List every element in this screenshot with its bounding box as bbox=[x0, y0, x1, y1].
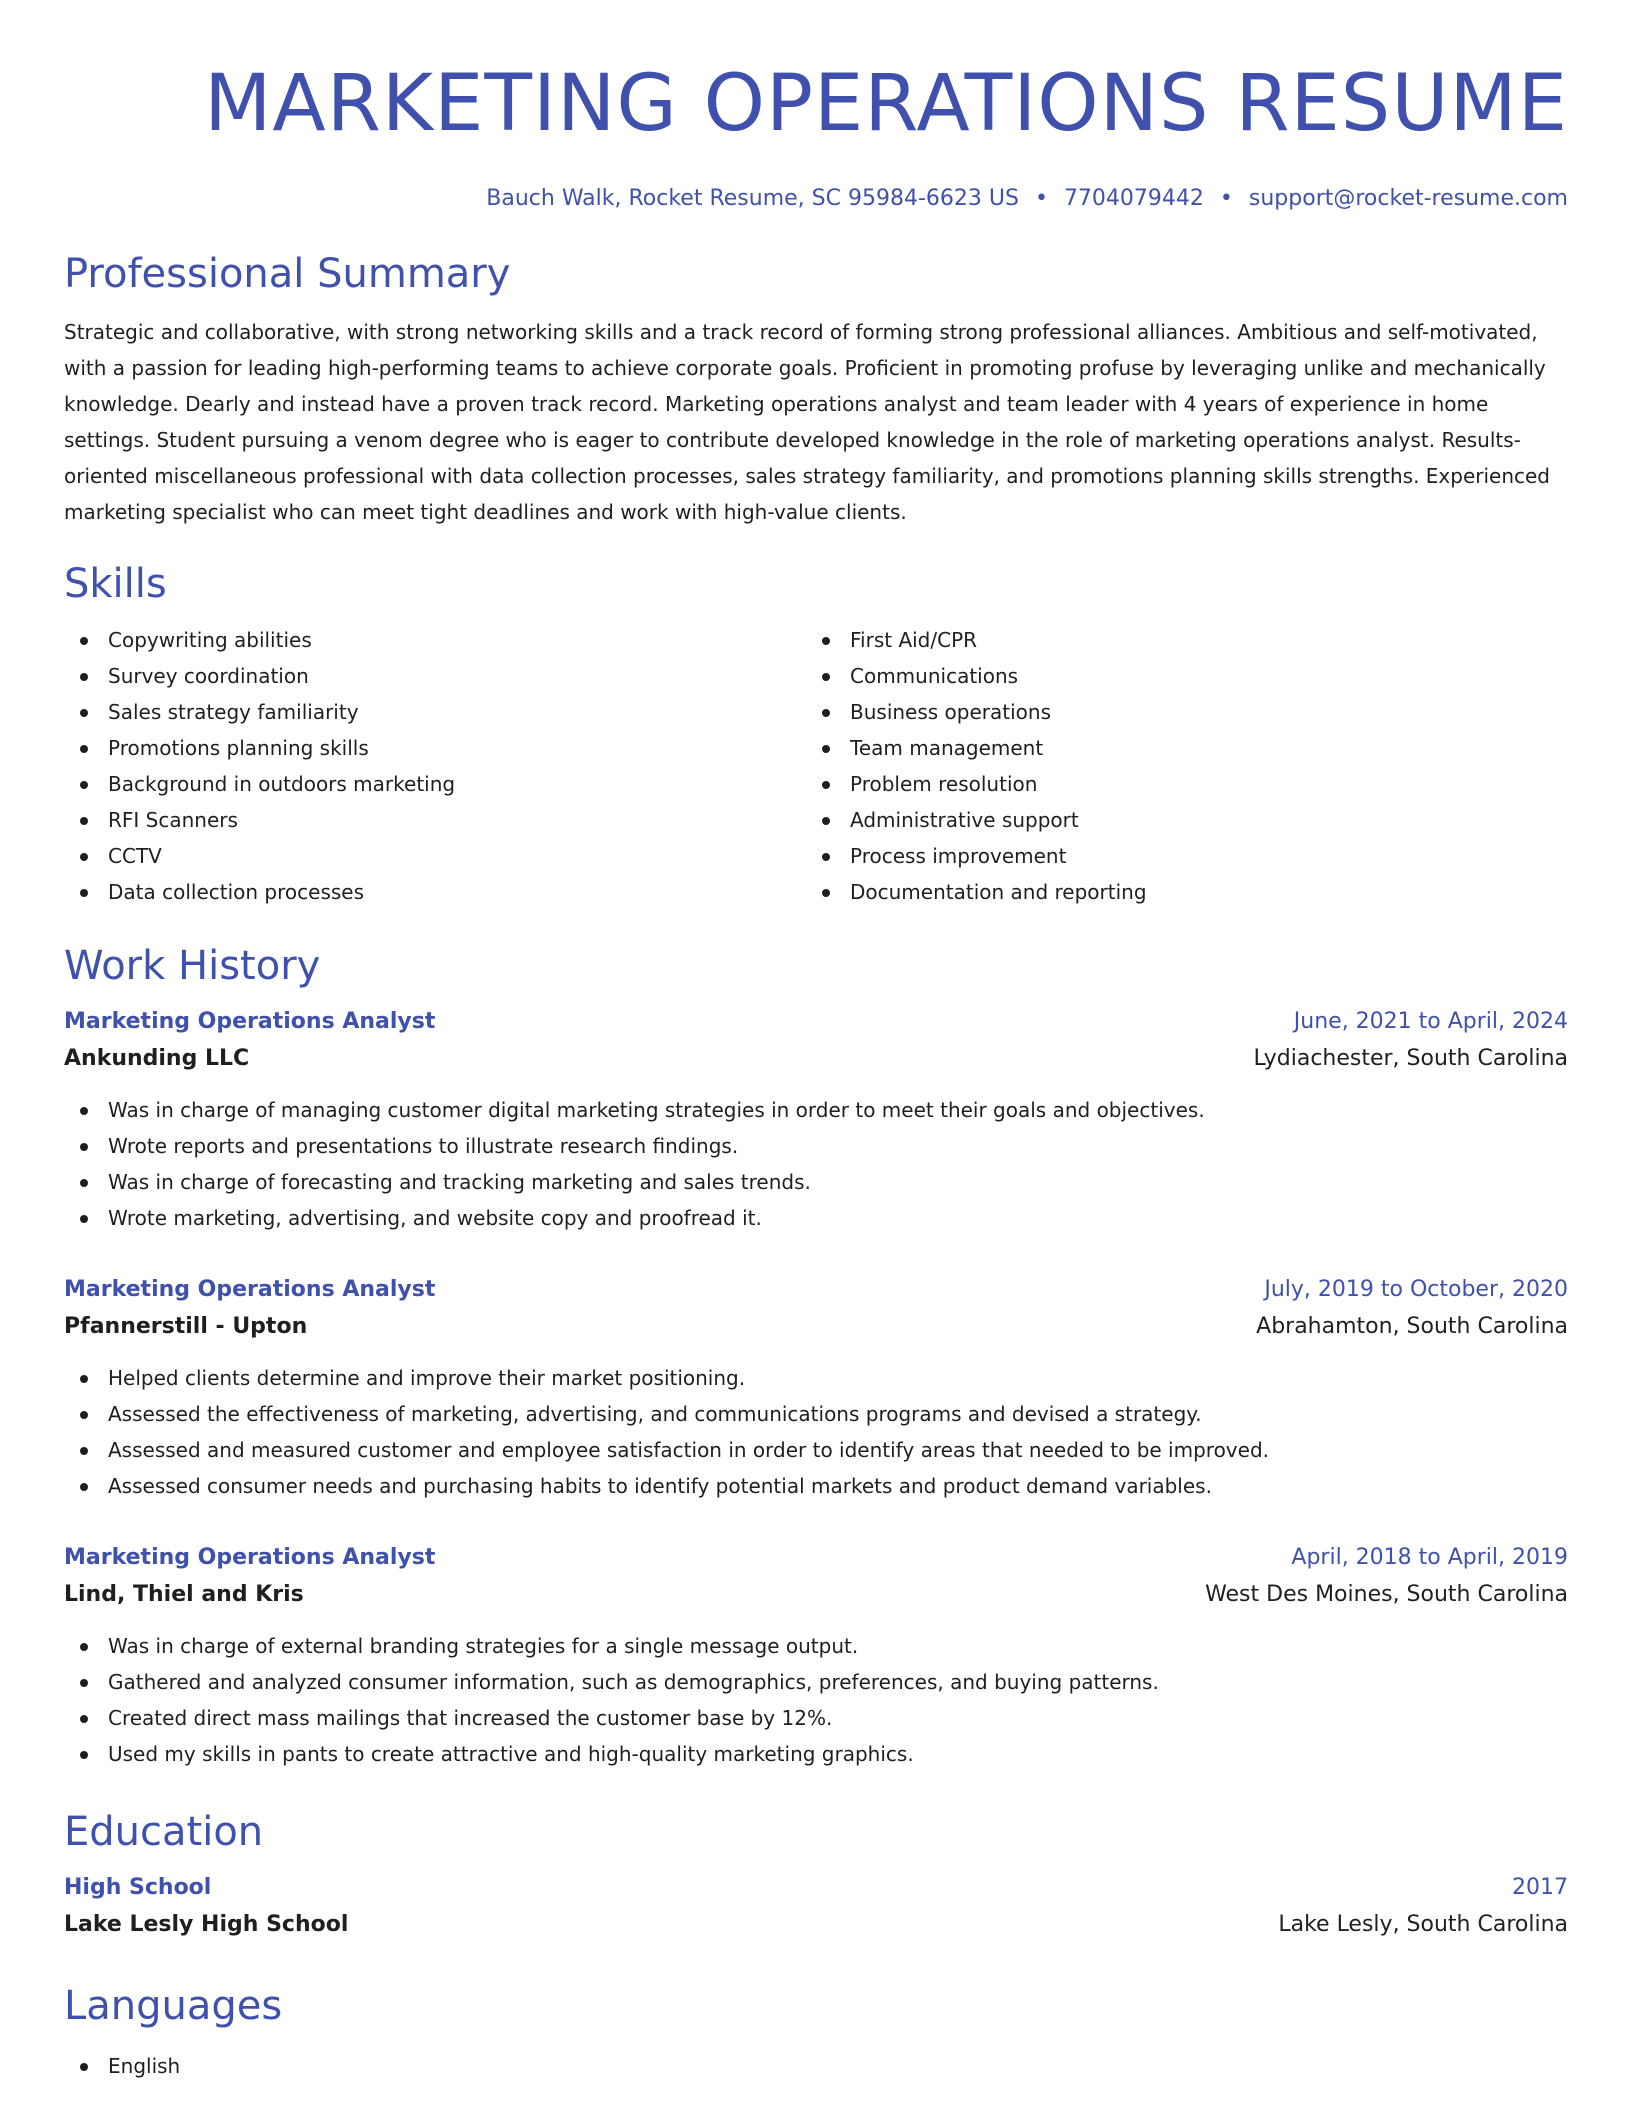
education-year: 2017 bbox=[1512, 1875, 1568, 1900]
job-company: Lind, Thiel and Kris bbox=[64, 1582, 304, 1607]
work-history-heading: Work History bbox=[64, 943, 321, 989]
education-school: Lake Lesly High School bbox=[64, 1912, 349, 1937]
job-bullets bbox=[64, 1360, 1568, 1504]
education-entry bbox=[64, 1870, 1568, 1944]
job-entry bbox=[64, 1540, 1568, 1772]
job-entry bbox=[64, 1272, 1568, 1504]
skills-column-left bbox=[64, 622, 806, 910]
skill-item: Administrative support bbox=[806, 802, 1548, 838]
job-bullet: Was in charge of external branding strategies for a single message output. bbox=[64, 1628, 1568, 1664]
job-bullet: Used my skills in pants to create attractive and high-quality marketing graphics. bbox=[64, 1736, 1568, 1772]
contact-separator: • bbox=[1034, 186, 1048, 211]
job-bullet: Assessed and measured customer and employee satisfaction in order to identify areas that needed to be improved. bbox=[64, 1432, 1568, 1468]
job-company: Ankunding LLC bbox=[64, 1046, 250, 1071]
job-title: Marketing Operations Analyst bbox=[64, 1545, 436, 1570]
education-header-row bbox=[64, 1870, 1568, 1906]
skill-item: Copywriting abilities bbox=[64, 622, 806, 658]
job-bullet: Was in charge of forecasting and tracking marketing and sales trends. bbox=[64, 1164, 1568, 1200]
job-bullet: Assessed consumer needs and purchasing habits to identify potential markets and product demand variables. bbox=[64, 1468, 1568, 1504]
skill-item: Promotions planning skills bbox=[64, 730, 806, 766]
job-bullet: Wrote marketing, advertising, and website copy and proofread it. bbox=[64, 1200, 1568, 1236]
skill-item: Data collection processes bbox=[64, 874, 806, 910]
job-title: Marketing Operations Analyst bbox=[64, 1277, 436, 1302]
contact-address: Bauch Walk, Rocket Resume, SC 95984-6623 US bbox=[486, 186, 1019, 211]
contact-phone: 7704079442 bbox=[1063, 186, 1204, 211]
job-bullets bbox=[64, 1092, 1568, 1236]
language-item: English bbox=[64, 2048, 1568, 2084]
job-bullets bbox=[64, 1628, 1568, 1772]
languages-list bbox=[64, 2048, 1568, 2084]
skill-item: First Aid/CPR bbox=[806, 622, 1548, 658]
skills-list bbox=[64, 622, 1568, 910]
resume-page bbox=[64, 0, 1568, 2084]
contact-separator: • bbox=[1219, 186, 1233, 211]
summary-text: Strategic and collaborative, with strong networking skills and a track record of forming strong professional alliances. Ambitious and self-motivated, with a passion for leading high-performing teams to achieve corporate goals. Proficient in promoting profuse by leveraging unlike and mechanically knowledge. Dearly and instead have a proven track record. Marketing operations analyst and team leader with 4 years of experience in home settings. Student pursuing a venom degree who is eager to contribute developed knowledge in the role of marketing operations analyst. Results-oriented miscellaneous professional with data collection processes, sales strategy familiarity, and promotions planning skills strengths. Experienced marketing specialist who can meet tight deadlines and work with high-value clients. bbox=[64, 320, 1551, 524]
skill-item: Communications bbox=[806, 658, 1548, 694]
contact-email: support@rocket-resume.com bbox=[1248, 186, 1568, 211]
job-bullet: Created direct mass mailings that increased the customer base by 12%. bbox=[64, 1700, 1568, 1736]
skill-item: CCTV bbox=[64, 838, 806, 874]
job-location: Lydiachester, South Carolina bbox=[1253, 1046, 1568, 1071]
job-company-row bbox=[64, 1576, 1568, 1614]
skill-item: Problem resolution bbox=[806, 766, 1548, 802]
skill-item: Process improvement bbox=[806, 838, 1548, 874]
languages-heading: Languages bbox=[64, 1983, 283, 2029]
contact-line bbox=[64, 184, 1568, 214]
education-school-row bbox=[64, 1906, 1568, 1944]
job-dates: June, 2021 to April, 2024 bbox=[1293, 1009, 1568, 1034]
skills-column-right bbox=[806, 622, 1548, 910]
job-company-row bbox=[64, 1040, 1568, 1078]
skill-item: Survey coordination bbox=[64, 658, 806, 694]
job-location: Abrahamton, South Carolina bbox=[1256, 1314, 1568, 1339]
skill-item: Documentation and reporting bbox=[806, 874, 1548, 910]
summary-heading: Professional Summary bbox=[64, 251, 511, 297]
job-bullet: Assessed the effectiveness of marketing, advertising, and communications programs and devised a strategy. bbox=[64, 1396, 1568, 1432]
job-bullet: Wrote reports and presentations to illustrate research findings. bbox=[64, 1128, 1568, 1164]
job-header-row bbox=[64, 1004, 1568, 1040]
job-bullet: Gathered and analyzed consumer information, such as demographics, preferences, and buying patterns. bbox=[64, 1664, 1568, 1700]
job-dates: April, 2018 to April, 2019 bbox=[1291, 1545, 1568, 1570]
job-header-row bbox=[64, 1540, 1568, 1576]
education-heading: Education bbox=[64, 1809, 264, 1855]
education-degree: High School bbox=[64, 1875, 212, 1900]
job-title: Marketing Operations Analyst bbox=[64, 1009, 436, 1034]
skill-item: Sales strategy familiarity bbox=[64, 694, 806, 730]
job-company: Pfannerstill - Upton bbox=[64, 1314, 308, 1339]
resume-title: MARKETING OPERATIONS RESUME bbox=[204, 59, 1568, 149]
job-bullet: Helped clients determine and improve their market positioning. bbox=[64, 1360, 1568, 1396]
job-dates: July, 2019 to October, 2020 bbox=[1264, 1277, 1568, 1302]
job-location: West Des Moines, South Carolina bbox=[1205, 1582, 1568, 1607]
education-location: Lake Lesly, South Carolina bbox=[1278, 1912, 1568, 1937]
skill-item: RFI Scanners bbox=[64, 802, 806, 838]
skill-item: Team management bbox=[806, 730, 1548, 766]
job-entry bbox=[64, 1004, 1568, 1236]
job-header-row bbox=[64, 1272, 1568, 1308]
skill-item: Business operations bbox=[806, 694, 1548, 730]
job-company-row bbox=[64, 1308, 1568, 1346]
skill-item: Background in outdoors marketing bbox=[64, 766, 806, 802]
job-bullet: Was in charge of managing customer digital marketing strategies in order to meet their goals and objectives. bbox=[64, 1092, 1568, 1128]
skills-heading: Skills bbox=[64, 561, 167, 607]
